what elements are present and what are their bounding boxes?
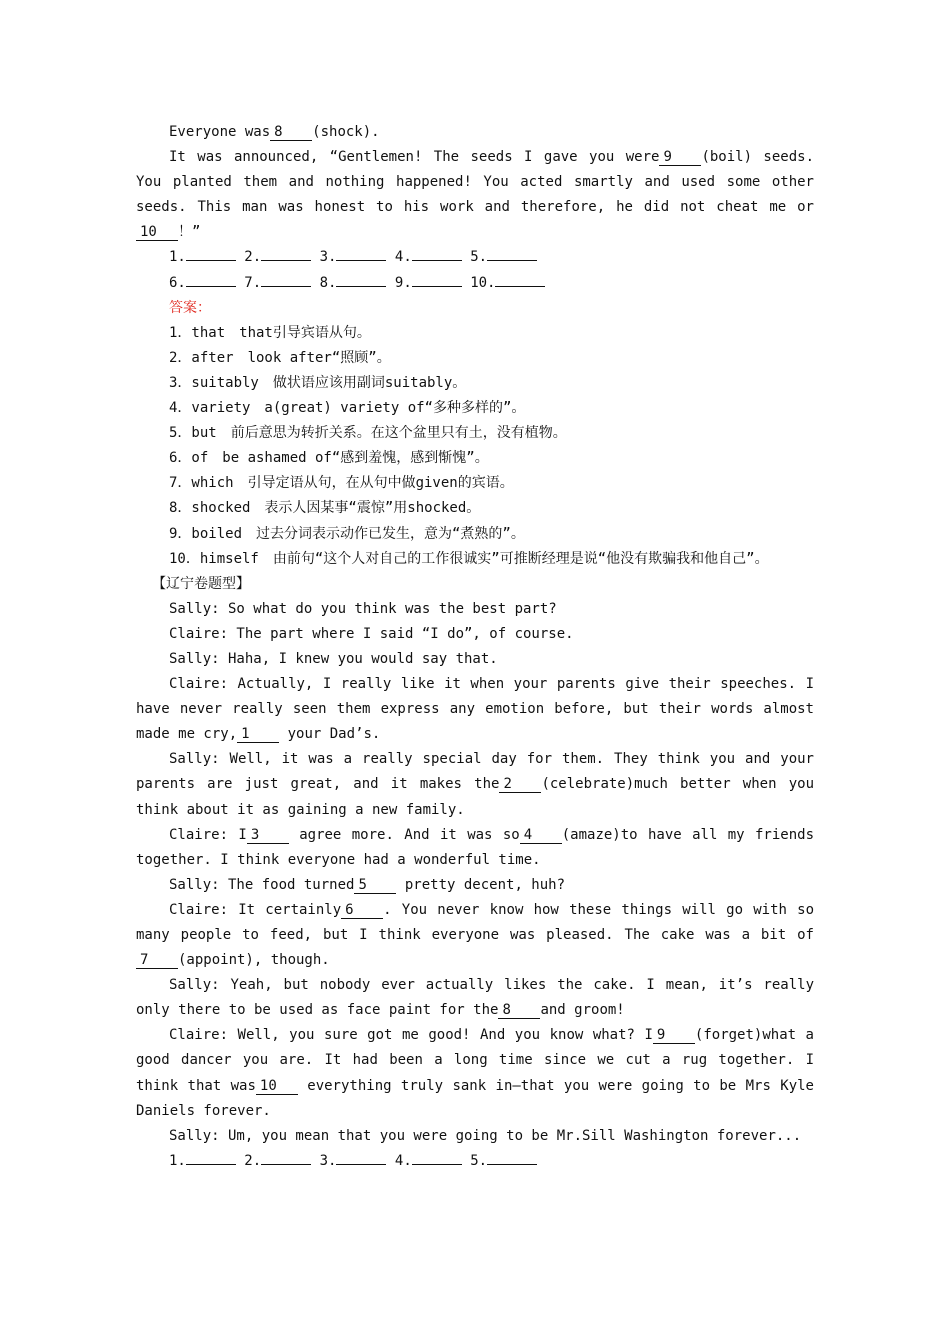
passage1-line1 <box>136 120 814 145</box>
text: ！” <box>178 224 201 241</box>
answer-lines-row3 <box>136 1149 814 1174</box>
text: and groom! <box>540 1002 625 1019</box>
answer-lines-row2 <box>136 271 814 296</box>
dialogue-line <box>136 973 814 1023</box>
blank-1: 1 <box>237 726 279 743</box>
answer-line[interactable] <box>186 246 236 261</box>
dialogue-line <box>136 873 814 898</box>
blank-6: 6 <box>341 902 383 919</box>
text: (forget)what a good dancer you are. It had been a long time since we cut a rug together. I think that was <box>136 1027 814 1094</box>
answer-line[interactable] <box>336 272 386 287</box>
answer-item: 6．of be ashamed of“感到羞愧，感到惭愧”。 <box>169 450 489 467</box>
answer-item: 8．shocked 表示人因某事“震惊”用shocked。 <box>169 500 481 517</box>
answer-item: 10．himself 由前句“这个人对自己的工作很诚实”可推断经理是说“他没有欺骗我和他自己”。 <box>169 550 769 567</box>
blank-7: 7 <box>136 952 178 969</box>
dialogue-line <box>136 1023 814 1123</box>
num-label: 5. <box>470 1152 488 1169</box>
text: Everyone was <box>169 124 271 140</box>
dialogue-line: Claire: The part where I said “I do”, of course. <box>169 625 574 642</box>
text: everything truly sank in—that you were going to be Mrs Kyle Daniels forever. <box>136 1077 814 1119</box>
answer-line[interactable] <box>186 272 236 287</box>
num-label: 1. <box>169 249 186 266</box>
document-page <box>136 120 814 1174</box>
dialogue-line: Sally: Um, you mean that you were going to be Mr.Sill Washington forever... <box>169 1127 802 1144</box>
blank-10: 10 <box>256 1078 298 1095</box>
blank-3: 3 <box>247 827 289 844</box>
blank-4: 4 <box>520 827 562 844</box>
answers-heading: 答案： <box>169 299 211 316</box>
text: Sally: The food turned <box>169 876 355 893</box>
num-label: 10. <box>470 274 496 291</box>
text: Sally: Well, it was a really special day for them. They think you and your parents are just great, and it makes the <box>136 751 814 793</box>
answer-line[interactable] <box>261 246 311 261</box>
blank-8: 8 <box>270 124 312 141</box>
answer-item: 3．suitably 做状语应该用副词suitably。 <box>169 374 467 391</box>
answer-lines-row1 <box>136 245 814 270</box>
text: agree more. And it was so <box>299 826 520 843</box>
text: It was announced, “Gentlemen! The seeds I gave you were <box>169 149 660 166</box>
num-label: 6. <box>169 274 186 291</box>
text: (celebrate)much better when you think about it as gaining a new family. <box>136 776 814 818</box>
num-label: 3. <box>319 1152 337 1169</box>
num-label: 8. <box>319 274 337 291</box>
answer-line[interactable] <box>261 1150 311 1165</box>
blank-2: 2 <box>499 776 541 793</box>
text: pretty decent, huh? <box>404 876 566 893</box>
passage1-para2 <box>136 145 814 245</box>
answer-line[interactable] <box>261 272 311 287</box>
text: Claire: Actually, I really like it when your parents give their speeches. I have never really seen them express any emotion before, but their words almost made me cry, <box>136 676 814 743</box>
answer-item: 2．after look after“照顾”。 <box>169 349 391 366</box>
dialogue-line: Sally: Haha, I knew you would say that. <box>169 650 498 667</box>
answer-line[interactable] <box>487 1150 537 1165</box>
num-label: 1. <box>169 1152 186 1169</box>
dialogue-line <box>136 747 814 822</box>
answer-line[interactable] <box>412 1150 462 1165</box>
text: Claire: I <box>169 826 247 843</box>
text: Sally: Yeah, but nobody ever actually likes the cake. I mean, it’s really only there to be used as face paint for the <box>136 977 814 1019</box>
blank-8: 8 <box>498 1002 540 1019</box>
text: Claire: It certainly <box>169 901 342 918</box>
num-label: 3. <box>319 249 337 266</box>
num-label: 9. <box>394 274 412 291</box>
blank-10: 10 <box>136 224 178 241</box>
num-label: 4. <box>394 1152 412 1169</box>
blank-5: 5 <box>354 877 396 894</box>
answer-line[interactable] <box>412 272 462 287</box>
answer-item: 1．that that引导宾语从句。 <box>169 324 371 341</box>
text: . You never know how these things will go with so many people to feed, but I think everyone was pleased. The cake was a bit of <box>136 901 815 943</box>
text: (boil) seeds. You planted them and nothing happened! You acted smartly and used some other seeds. This man was honest to his work and therefore, he did not cheat me or <box>136 149 814 216</box>
text: (appoint), though. <box>178 952 330 969</box>
dialogue-line <box>136 898 814 973</box>
text: your Dad’s. <box>287 726 381 743</box>
section-heading: 【辽宁卷题型】 <box>152 575 250 592</box>
answer-line[interactable] <box>336 1150 386 1165</box>
dialogue-line <box>136 672 814 747</box>
answer-line[interactable] <box>495 272 545 287</box>
answer-item: 9．boiled 过去分词表示动作已发生，意为“煮熟的”。 <box>169 525 525 542</box>
dialogue-line <box>136 823 814 873</box>
answer-item: 4．variety a(great) variety of“多种多样的”。 <box>169 400 526 417</box>
blank-9: 9 <box>653 1027 695 1044</box>
text: (shock). <box>312 124 380 140</box>
dialogue-line: Sally: So what do you think was the best part? <box>169 600 557 617</box>
blank-9: 9 <box>659 149 701 166</box>
num-label: 4. <box>394 249 412 266</box>
answer-item: 5．but 前后意思为转折关系。在这个盆里只有土，没有植物。 <box>169 425 567 442</box>
answer-line[interactable] <box>186 1150 236 1165</box>
num-label: 2. <box>244 249 262 266</box>
num-label: 5. <box>470 249 488 266</box>
answer-item: 7．which 引导定语从句，在从句中做given的宾语。 <box>169 475 514 492</box>
answer-line[interactable] <box>336 246 386 261</box>
answer-line[interactable] <box>487 246 537 261</box>
text: (amaze)to have all my friends together. I think everyone had a wonderful time. <box>136 826 815 868</box>
text: Claire: Well, you sure got me good! And you know what? I <box>169 1027 653 1044</box>
num-label: 2. <box>244 1152 262 1169</box>
num-label: 7. <box>244 274 262 291</box>
answer-line[interactable] <box>412 246 462 261</box>
